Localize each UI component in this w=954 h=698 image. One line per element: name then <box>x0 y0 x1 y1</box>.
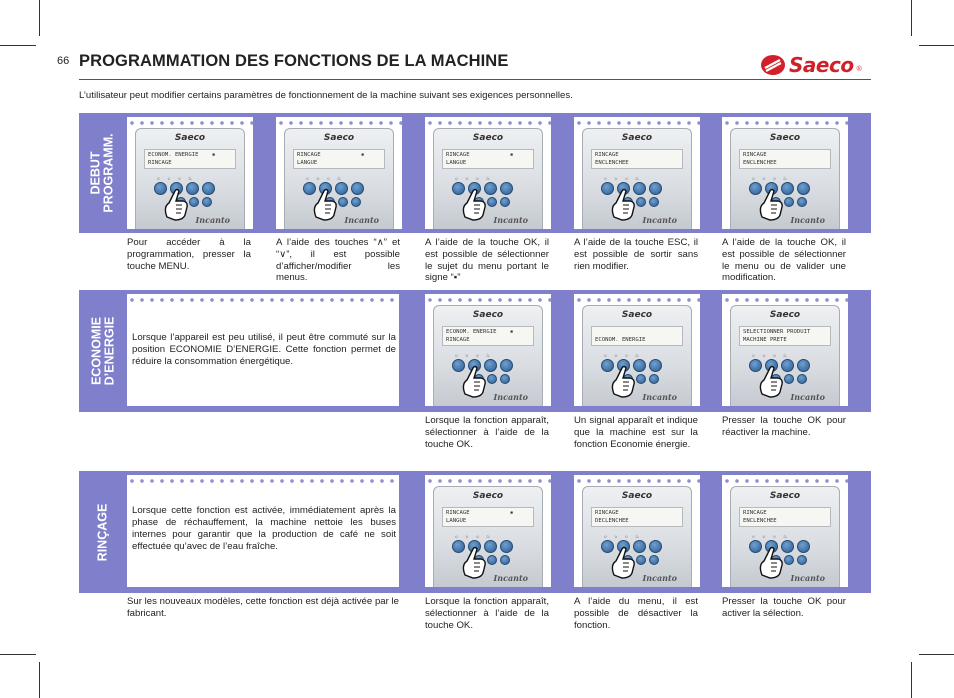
device-logo: Saeco <box>769 491 801 501</box>
menu-button <box>797 555 807 565</box>
menu-button <box>351 197 361 207</box>
button-symbols: ☼☼☼♨ <box>751 176 794 182</box>
machine-panel <box>425 475 551 587</box>
menu-button <box>649 555 659 565</box>
menu-button <box>500 555 510 565</box>
pointing-hand-icon <box>756 187 786 221</box>
logo-registered-mark: ® <box>856 65 862 73</box>
menu-button <box>649 374 659 384</box>
machine-panel <box>574 294 700 406</box>
saeco-logo-icon <box>760 54 786 76</box>
pointing-hand-icon <box>608 545 638 579</box>
machine-panel <box>574 117 700 229</box>
pointing-hand-icon <box>459 545 489 579</box>
step-description: Lorsque la fonction apparaît, sélectionner à l’aide de la touche OK. <box>425 596 549 631</box>
device-logo: Saeco <box>621 310 653 320</box>
crop-mark <box>919 654 954 655</box>
device-brand: Incanto <box>790 215 825 225</box>
dotted-border <box>276 120 402 126</box>
machine-panel <box>425 294 551 406</box>
device-brand: Incanto <box>195 215 230 225</box>
device-logo: Saeco <box>174 133 206 143</box>
lcd-display: SELECTIONNER PRODUIT MACHINE PRETE <box>739 326 831 346</box>
step-description: A l’aide de la touche ESC, il est possible de sortir sans rien modifier. <box>574 237 698 272</box>
button-symbols: ☼☼☼♨ <box>305 176 348 182</box>
device-brand: Incanto <box>493 573 528 583</box>
dotted-border <box>574 120 700 126</box>
dotted-border <box>722 478 848 484</box>
button-symbols: ☼☼☼♨ <box>603 353 646 359</box>
step-description: A l’aide de la touche OK, il est possible de sélectionner le menu ou de valider une modification. <box>722 237 846 284</box>
step-description: Presser la touche OK pour activer la sélection. <box>722 596 846 619</box>
device-brand: Incanto <box>642 573 677 583</box>
rincage-panel <box>127 475 399 587</box>
steam-button <box>797 540 810 553</box>
steam-button <box>649 182 662 195</box>
dotted-border <box>574 297 700 303</box>
lcd-display: ECONOM. ENERGIE ▪ RINCAGE <box>442 326 534 346</box>
device-brand: Incanto <box>493 392 528 402</box>
pointing-hand-icon <box>459 364 489 398</box>
steam-button <box>797 182 810 195</box>
steam-button <box>500 540 513 553</box>
menu-button <box>797 197 807 207</box>
steam-button <box>797 359 810 372</box>
steam-button <box>500 359 513 372</box>
machine-panel <box>127 117 253 229</box>
machine-panel <box>722 294 848 406</box>
button-symbols: ☼☼☼♨ <box>454 534 497 540</box>
dotted-border <box>425 120 551 126</box>
device-logo: Saeco <box>323 133 355 143</box>
step-description: Lorsque la fonction apparaît, sélectionner à l’aide de la touche OK. <box>425 415 549 450</box>
button-symbols: ☼☼☼♨ <box>751 534 794 540</box>
lcd-display: RINCAGE ENCLENCHEE <box>739 507 831 527</box>
row-label-debut: DEBUT PROGRAMM. <box>89 133 117 213</box>
steam-button <box>351 182 364 195</box>
steam-button <box>649 540 662 553</box>
button-symbols: ☼☼☼♨ <box>454 176 497 182</box>
crop-mark <box>39 662 40 698</box>
pointing-hand-icon <box>161 187 191 221</box>
lcd-display: RINCAGE ▪ LANGUE <box>442 507 534 527</box>
device-logo: Saeco <box>472 133 504 143</box>
step-description: Presser la touche OK pour réactiver la machine. <box>722 415 846 438</box>
rincage-panel-text: Lorsque cette fonction est activée, immédiatement après la phase de réchauffement, la machine nettoie les buses internes pour garantir que la production de café ne soit effectuée qu’avec de l’eau fraîche. <box>132 505 396 552</box>
device-brand: Incanto <box>790 573 825 583</box>
device-logo: Saeco <box>621 133 653 143</box>
machine-panel <box>722 117 848 229</box>
device-logo: Saeco <box>472 491 504 501</box>
menu-button <box>500 374 510 384</box>
device-logo: Saeco <box>769 310 801 320</box>
page-title: PROGRAMMATION DES FONCTIONS DE LA MACHINE <box>79 52 509 70</box>
economie-panel <box>127 294 399 406</box>
machine-panel <box>276 117 402 229</box>
device-logo: Saeco <box>472 310 504 320</box>
header-rule <box>79 79 871 80</box>
crop-mark <box>911 662 912 698</box>
dotted-border <box>722 120 848 126</box>
row-label-rincage: RINÇAGE <box>95 503 110 561</box>
crop-mark <box>919 45 954 46</box>
pointing-hand-icon <box>756 545 786 579</box>
menu-button <box>649 197 659 207</box>
rincage-below-text: Sur les nouveaux modèles, cette fonction est déjà activée par le fabricant. <box>127 596 399 619</box>
intro-text: L’utilisateur peut modifier certains paramètres de fonctionnement de la machine suivant ses exigences personnelles. <box>79 90 573 101</box>
dotted-border <box>722 297 848 303</box>
lcd-display: RINCAGE ENCLENCHEE <box>591 149 683 169</box>
menu-button <box>202 197 212 207</box>
lcd-display: RINCAGE ▪ LANGUE <box>293 149 385 169</box>
step-description: A l’aide de la touche OK, il est possible de sélectionner le sujet du menu portant le signe “▪” <box>425 237 549 284</box>
device-brand: Incanto <box>642 392 677 402</box>
crop-mark <box>0 45 36 46</box>
device-brand: Incanto <box>642 215 677 225</box>
device-brand: Incanto <box>790 392 825 402</box>
menu-button <box>500 197 510 207</box>
crop-mark <box>911 0 912 36</box>
steam-button <box>649 359 662 372</box>
button-symbols: ☼☼☼♨ <box>603 534 646 540</box>
pointing-hand-icon <box>756 364 786 398</box>
lcd-display: RINCAGE ▪ LANGUE <box>442 149 534 169</box>
step-description: Un signal apparaît et indique que la machine est sur la fonction Economie énergie. <box>574 415 698 450</box>
lcd-display: RINCAGE ENCLENCHEE <box>739 149 831 169</box>
device-logo: Saeco <box>769 133 801 143</box>
lcd-display: ECONOM. ENERGIE <box>591 326 683 346</box>
page-number: 66 <box>57 55 70 67</box>
pointing-hand-icon <box>459 187 489 221</box>
pointing-hand-icon <box>608 187 638 221</box>
dotted-border <box>425 478 551 484</box>
device-brand: Incanto <box>493 215 528 225</box>
steam-button <box>500 182 513 195</box>
step-description: A l’aide des touches “∧” et “∨”, il est possible d’afficher/modifier les menus. <box>276 237 400 284</box>
economie-panel-text: Lorsque l’appareil est peu utilisé, il peut être commuté sur la position ECONOMIE D’ENERGIE. Cette fonction permet de réduire la consommation énergétique. <box>132 332 396 367</box>
steam-button <box>202 182 215 195</box>
row-label-economie: ECONOMIE D’ENERGIE <box>89 316 117 386</box>
menu-button <box>797 374 807 384</box>
step-description: Pour accéder à la programmation, presser la touche MENU. <box>127 237 251 272</box>
machine-panel <box>574 475 700 587</box>
dotted-border <box>574 478 700 484</box>
pointing-hand-icon <box>608 364 638 398</box>
crop-mark <box>39 0 40 36</box>
button-symbols: ☼☼☼♨ <box>454 353 497 359</box>
dotted-border <box>127 120 253 126</box>
saeco-logo <box>760 52 862 78</box>
pointing-hand-icon <box>310 187 340 221</box>
button-symbols: ☼☼☼♨ <box>603 176 646 182</box>
button-symbols: ☼☼☼♨ <box>751 353 794 359</box>
device-logo: Saeco <box>621 491 653 501</box>
dotted-border <box>425 297 551 303</box>
machine-panel <box>425 117 551 229</box>
step-description: A l’aide du menu, il est possible de désactiver la fonction. <box>574 596 698 631</box>
machine-panel <box>722 475 848 587</box>
lcd-display: RINCAGE DECLENCHEE <box>591 507 683 527</box>
crop-mark <box>0 654 36 655</box>
device-brand: Incanto <box>344 215 379 225</box>
button-symbols: ☼☼☼♨ <box>156 176 199 182</box>
lcd-display: ECONOM. ENERGIE ▪ RINCAGE <box>144 149 236 169</box>
logo-text: Saeco <box>789 53 854 77</box>
